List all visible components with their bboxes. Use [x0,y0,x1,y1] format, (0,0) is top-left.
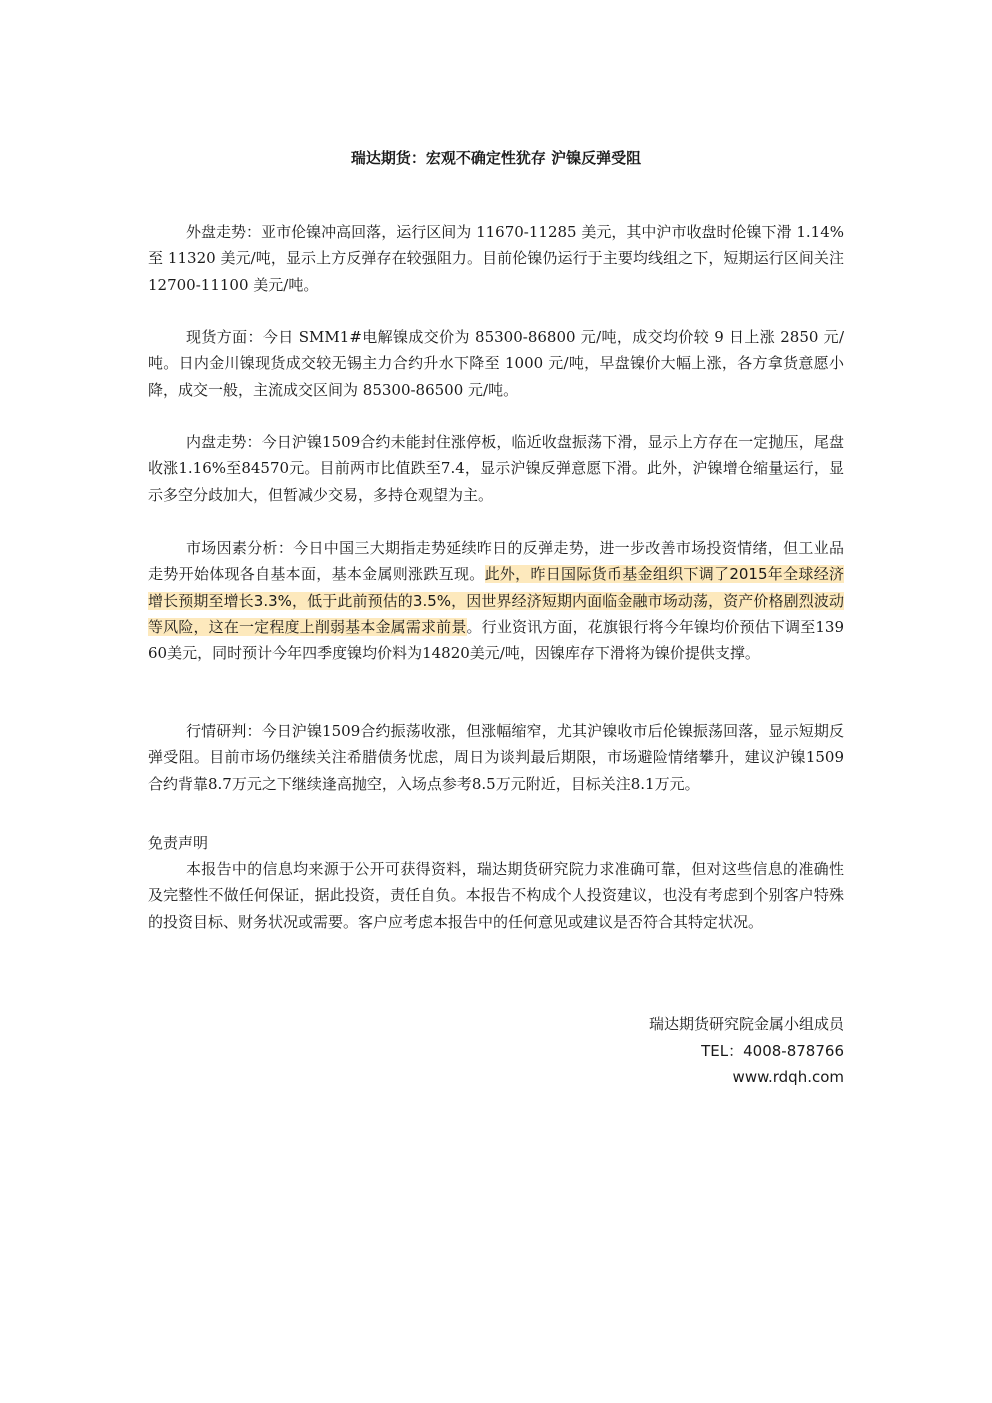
market-factors-intro: 市场因素分析：今日中国三大期指走势延续昨日的反弹走势，进一步改善市场投资情绪，但工业品走势开始体现各自基本面，基本金属则涨跌互现。 [148,539,844,584]
highlighted-text: 此外，昨日国际货币基金组织下调了2015年全球经济增长预期至增长3.3%，低于此前预估的3.5%，因世界经济短期内面临金融市场动荡，资产价格剧烈波动等风险，这在一定程度上削弱基本金属需求前景 [148,565,844,636]
paragraph-market-factors [148,535,844,666]
signature-team: 瑞达期货研究院金属小组成员 [648,1015,844,1033]
signature-website: www.rdqh.com [732,1068,844,1086]
paragraph-domestic-market: 内盘走势：今日沪镍1509合约未能封住涨停板，临近收盘振荡下滑，显示上方存在一定抛压，尾盘收涨1.16%至84570元。目前两市比值跌至7.4，显示沪镍反弹意愿下滑。此外，沪镍增仓缩量运行，显示多空分歧加大，但暂减少交易，多持仓观望为主。 [148,433,844,504]
document-title: 瑞达期货：宏观不确定性犹存 沪镍反弹受阻 [350,149,642,167]
disclaimer-body: 本报告中的信息均来源于公开可获得资料，瑞达期货研究院力求准确可靠，但对这些信息的准确性及完整性不做任何保证，据此投资，责任自负。本报告不构成个人投资建议，也没有考虑到个别客户特殊的投资目标、财务状况或需要。客户应考虑本报告中的任何意见或建议是否符合其特定状况。 [148,860,844,931]
paragraph-market-outlook: 行情研判：今日沪镍1509合约振荡收涨，但涨幅缩窄，尤其沪镍收市后伦镍振荡回落，显示短期反弹受阻。目前市场仍继续关注希腊债务忧虑，周日为谈判最后期限，市场避险情绪攀升，建议沪镍1509合约背靠8.7万元之下继续逢高抛空，入场点参考8.5万元附近，目标关注8.1万元。 [148,722,844,793]
paragraph-external-market: 外盘走势：亚市伦镍冲高回落，运行区间为 11670-11285 美元，其中沪市收盘时伦镍下滑 1.14%至 11320 美元/吨，显示上方反弹存在较强阻力。目前伦镍仍运行于主要均线组之下，短期运行区间关注 12700-11100 美元/吨。 [148,223,844,294]
market-factors-outro: 。行业资讯方面，花旗银行将今年镍均价预估下调至13960美元，同时预计今年四季度镍均价料为14820美元/吨，因镍库存下滑将为镍价提供支撑。 [148,617,844,663]
signature-tel: TEL：4008-878766 [701,1042,844,1060]
disclaimer-heading: 免责声明 [148,834,209,852]
paragraph-spot-market: 现货方面：今日 SMM1#电解镍成交价为 85300-86800 元/吨，成交均价较 9 日上涨 2850 元/吨。日内金川镍现货成交较无锡主力合约升水下降至 1000 元/吨，早盘镍价大幅上涨，各方拿货意愿小降，成交一般，主流成交区间为 85300-86500 元/吨。 [148,328,844,399]
